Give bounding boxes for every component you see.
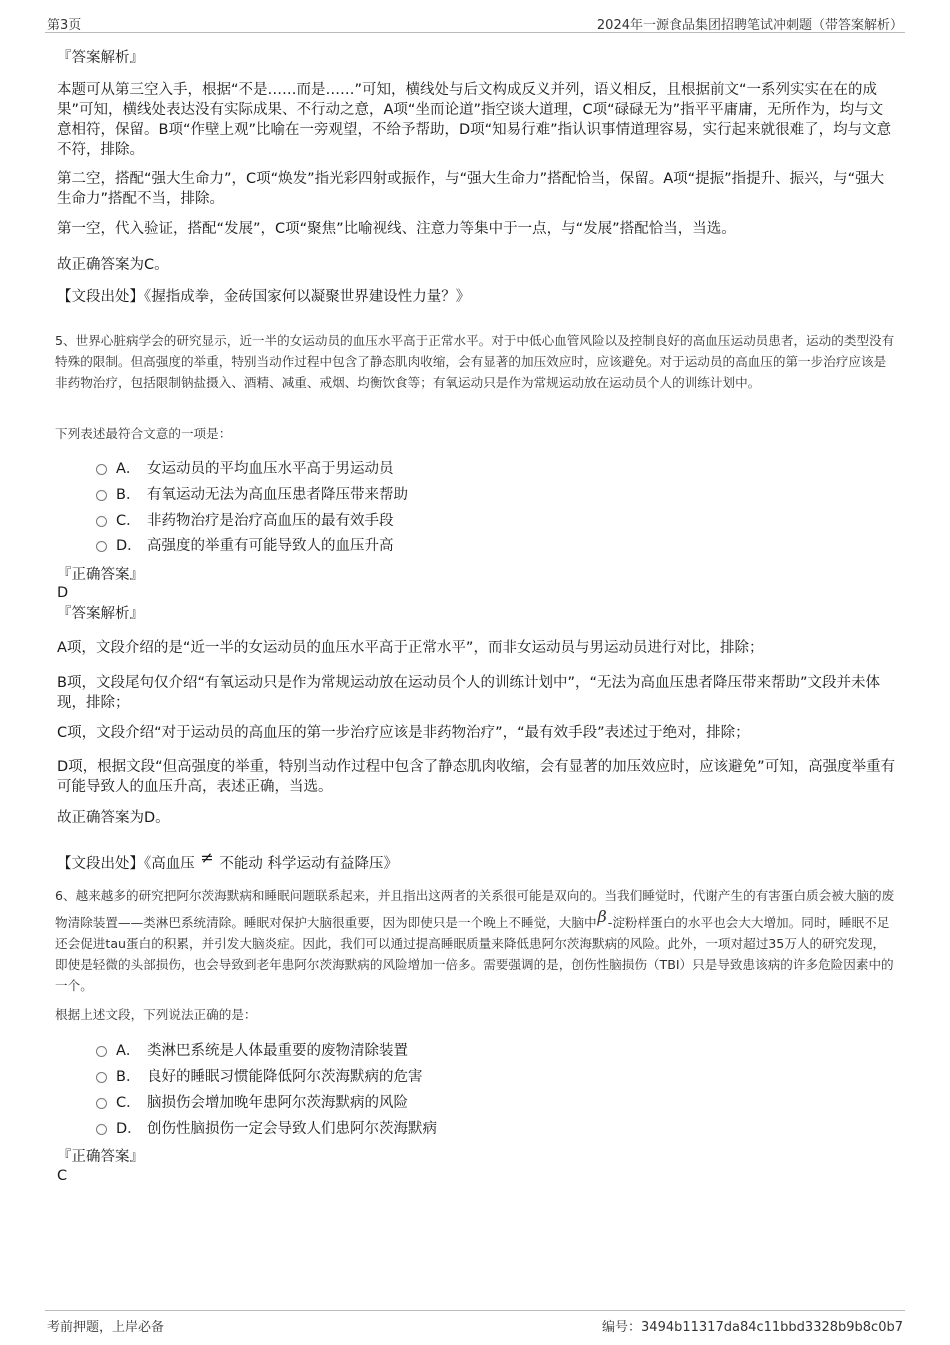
q6-option-c[interactable]: [96, 1093, 408, 1113]
option-text: 良好的睡眠习惯能降低阿尔茨海默病的危害: [147, 1069, 423, 1085]
q5-analysis-a: A项，文段介绍的是“近一半的女运动员的血压水平高于正常水平”，而非女运动员与男运动员进行对比，排除；: [57, 640, 764, 656]
radio-icon[interactable]: [96, 541, 107, 552]
q4-analysis-paragraph-1: 本题可从第三空入手，根据“不是……而是……”可知，横线处与后文构成反义并列，语义相反，且根据前文“一系列实实在在的成果”可知，横线处表达没有实际成果、不行动之意，A项“坐而论道”指空谈大道理，C项“碌碌无为”指平平庸庸，无所作为，均与文意相符，保留。B项“作壁上观”比喻在一旁观望，不给予帮助，D项“知易行难”指认识事情道理容易，实行起来就很难了，均与文意不符，排除。: [57, 82, 892, 158]
page-header: [45, 12, 905, 33]
document-code: 编号：3494b11317da84c11bbd3328b9b8c0b7: [602, 1320, 903, 1335]
q5-answer: D: [57, 585, 69, 601]
option-text: 高强度的举重有可能导致人的血压升高: [147, 538, 394, 554]
option-letter: C．: [116, 1095, 141, 1111]
q4-analysis-paragraph-3: 第一空，代入验证，搭配“发展”，C项“聚焦”比喻视线、注意力等集中于一点，与“发展”搭配恰当，当选。: [57, 221, 736, 237]
radio-icon[interactable]: [96, 1098, 107, 1109]
radio-icon[interactable]: [96, 1046, 107, 1057]
option-letter: B．: [116, 487, 141, 503]
option-letter: D．: [116, 538, 142, 554]
option-text: 有氧运动无法为高血压患者降压带来帮助: [147, 487, 408, 503]
q5-option-d[interactable]: [96, 536, 394, 556]
option-text: 脑损伤会增加晚年患阿尔茨海默病的风险: [147, 1095, 408, 1111]
footer-slogan: 考前押题，上岸必备: [47, 1320, 165, 1335]
radio-icon[interactable]: [96, 464, 107, 475]
q5-answer-label: 『正确答案』: [57, 567, 144, 583]
radio-icon[interactable]: [96, 490, 107, 501]
q6-answer: C: [57, 1168, 68, 1184]
q6-prompt: 根据上述文段，下列说法正确的是：: [55, 1007, 257, 1022]
q4-analysis-conclusion: 故正确答案为C。: [57, 257, 169, 273]
document-title: 2024年一源食品集团招聘笔试冲刺题（带答案解析）: [596, 18, 903, 33]
q6-option-b[interactable]: [96, 1067, 423, 1087]
q6-stem-part-1: 6、越来越多的研究把阿尔茨海默病和睡眠问题联系起来，并且指出这两者的关系很可能是双向的。当我们睡觉时，代谢产生的有害蛋白质会被大脑的废物清除装置——类淋巴系统清除。睡眠对保护大脑很重要，因为即使只是一个晚上不睡觉，大脑中: [55, 888, 895, 930]
q6-option-d[interactable]: [96, 1119, 437, 1139]
q5-stem: 5、世界心脏病学会的研究显示，近一半的女运动员的血压水平高于正常水平。对于中低心血管风险以及控制良好的高血压运动员患者，运动的类型没有特殊的限制。但高强度的举重，特别当动作过程中包含了静态肌肉收缩，会有显著的加压效应时，应该避免。对于运动员的高血压的第一步治疗应该是非药物治疗，包括限制钠盐摄入、酒精、减重、戒烟、均衡饮食等；有氧运动只是作为常规运动放在运动员个人的训练计划中。: [55, 333, 895, 390]
option-letter: D．: [116, 1121, 142, 1137]
option-text: 非药物治疗是治疗高血压的最有效手段: [147, 513, 394, 529]
option-letter: C．: [116, 513, 141, 529]
q5-option-c[interactable]: [96, 511, 394, 531]
q5-option-a[interactable]: [96, 459, 394, 479]
q5-source-post: 不能动 科学运动有益降压》: [219, 856, 398, 872]
option-letter: B．: [116, 1069, 141, 1085]
option-letter: A．: [116, 1043, 141, 1059]
q5-analysis-label: 『答案解析』: [57, 606, 144, 622]
q5-analysis-d: D项，根据文段“但高强度的举重，特别当动作过程中包含了静态肌肉收缩，会有显著的加压效应时，应该避免”可知，高强度举重有可能导致人的血压升高，表述正确，当选。: [57, 759, 896, 795]
option-text: 创伤性脑损伤一定会导致人们患阿尔茨海默病: [147, 1121, 437, 1137]
radio-icon[interactable]: [96, 1124, 107, 1135]
q6-answer-label: 『正确答案』: [57, 1149, 144, 1165]
q6-option-a[interactable]: [96, 1041, 408, 1061]
q5-source: [57, 848, 897, 874]
option-text: 类淋巴系统是人体最重要的废物清除装置: [147, 1043, 408, 1059]
q5-analysis-c: C项，文段介绍“对于运动员的高血压的第一步治疗应该是非药物治疗”，“最有效手段”表述过于绝对，排除；: [57, 725, 750, 741]
option-letter: A．: [116, 461, 141, 477]
option-text: 女运动员的平均血压水平高于男运动员: [147, 461, 394, 477]
q5-source-pre: 【文段出处】《高血压: [57, 856, 195, 872]
not-equal-symbol: ≠: [200, 848, 214, 867]
q5-analysis-conclusion: 故正确答案为D。: [57, 810, 170, 826]
page-number: 第3页: [47, 18, 82, 33]
q6-stem: [55, 885, 897, 996]
q6-stem-part-2: -淀粉样蛋白的水平也会大大增加。同时，睡眠不足还会促进tau蛋白的积累，并引发大脑炎症。因此，我们可以通过提高睡眠质量来降低患阿尔茨海默病的风险。此外，一项对超过35万人的研究发现，即使是轻微的头部损伤，也会导致到老年患阿尔茨海默病的风险增加一倍多。需要强调的是，创伤性脑损伤（TBI）只是导致患该病的许多危险因素中的一个。: [55, 915, 894, 993]
radio-icon[interactable]: [96, 516, 107, 527]
q4-analysis-paragraph-2: 第二空，搭配“强大生命力”，C项“焕发”指光彩四射或振作，与“强大生命力”搭配恰当，保留。A项“提振”指提升、振兴，与“强大生命力”搭配不当，排除。: [57, 171, 885, 207]
q4-source: 【文段出处】《握指成拳，金砖国家何以凝聚世界建设性力量？》: [57, 289, 471, 305]
q4-analysis-label: 『答案解析』: [57, 50, 144, 66]
q5-option-b[interactable]: [96, 485, 408, 505]
page-footer: [45, 1310, 905, 1337]
beta-symbol: β: [597, 907, 607, 926]
radio-icon[interactable]: [96, 1072, 107, 1083]
q5-prompt: 下列表述最符合文意的一项是：: [55, 426, 232, 441]
q5-analysis-b: B项，文段尾句仅介绍“有氧运动只是作为常规运动放在运动员个人的训练计划中”，“无法为高血压患者降压带来帮助”文段并未体现，排除；: [57, 675, 880, 711]
